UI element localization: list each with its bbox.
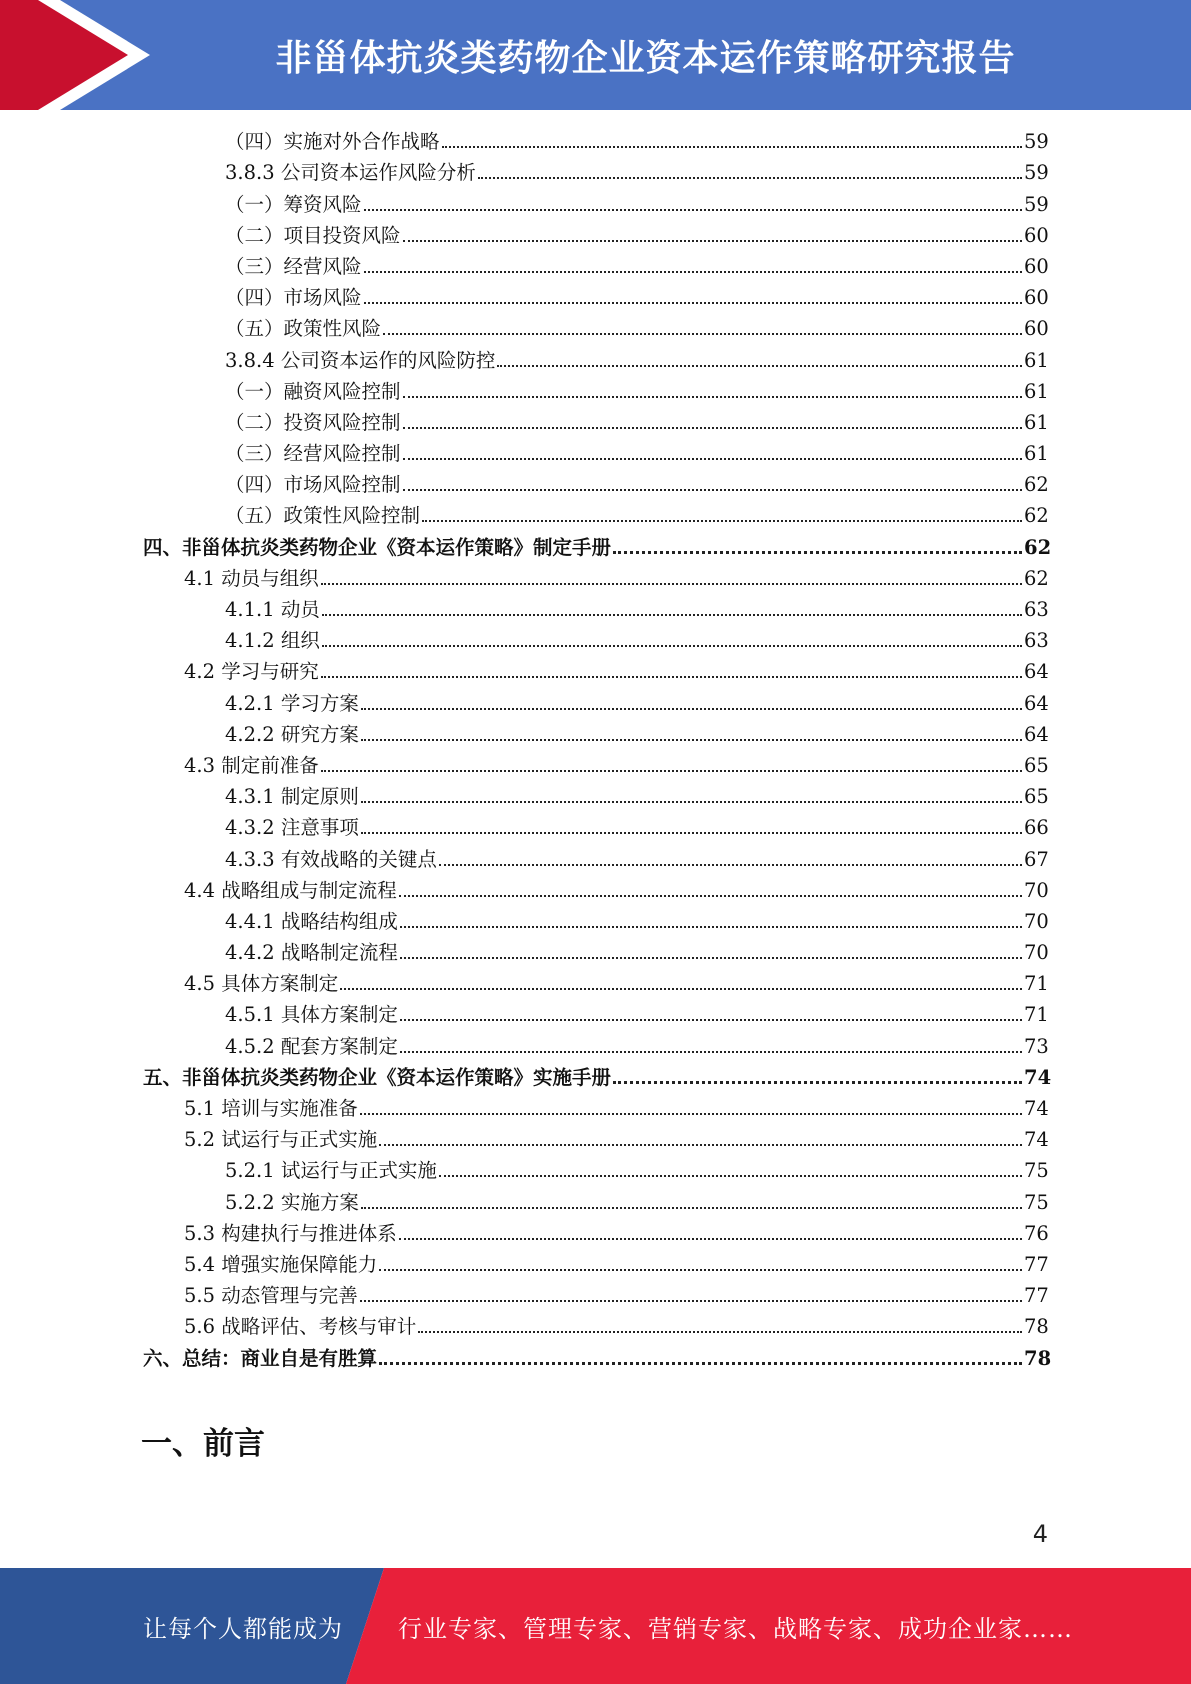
toc-entry-page: 63 bbox=[1024, 598, 1049, 621]
toc-entry-label: 4.4.1 战略结构组成 bbox=[225, 909, 398, 933]
toc-entry[interactable] bbox=[0, 969, 1191, 1000]
toc-entry[interactable] bbox=[0, 688, 1191, 719]
toc-entry[interactable] bbox=[0, 938, 1191, 969]
toc-entry[interactable] bbox=[0, 907, 1191, 938]
toc-entry-label: 5.5 动态管理与完善 bbox=[184, 1284, 358, 1308]
toc-entry[interactable] bbox=[0, 127, 1191, 158]
toc-leader-dots bbox=[361, 1207, 1022, 1209]
toc-entry[interactable] bbox=[0, 501, 1191, 532]
toc-leader-dots bbox=[364, 302, 1022, 304]
toc-leader-dots bbox=[403, 458, 1022, 460]
toc-entry-label: （一）筹资风险 bbox=[225, 192, 362, 216]
toc-entry-label: 五、非甾体抗炎类药物企业《资本运作策略》实施手册 bbox=[143, 1065, 612, 1089]
toc-entry-page: 59 bbox=[1024, 130, 1049, 154]
toc-leader-dots bbox=[613, 551, 1022, 554]
toc-leader-dots bbox=[364, 209, 1022, 211]
toc-entry[interactable] bbox=[0, 314, 1191, 345]
toc-entry[interactable] bbox=[0, 751, 1191, 782]
toc-leader-dots bbox=[399, 1238, 1022, 1240]
toc-leader-dots bbox=[400, 1051, 1022, 1053]
toc-entry-label: （三）经营风险 bbox=[225, 254, 362, 278]
toc-leader-dots bbox=[478, 177, 1022, 179]
toc-entry-page: 75 bbox=[1024, 1159, 1049, 1183]
toc-entry[interactable] bbox=[0, 657, 1191, 688]
toc-entry-label: （二）项目投资风险 bbox=[225, 223, 401, 247]
toc-entry-label: 4.2.2 研究方案 bbox=[225, 722, 359, 746]
toc-entry[interactable] bbox=[0, 252, 1191, 283]
toc-entry-page: 61 bbox=[1024, 348, 1049, 372]
toc-leader-dots bbox=[361, 801, 1022, 803]
toc-entry-label: 4.2 学习与研究 bbox=[184, 660, 319, 684]
toc-entry-label: 4.2.1 学习方案 bbox=[225, 691, 359, 715]
toc-entry[interactable] bbox=[0, 720, 1191, 751]
toc-entry-label: 4.1.2 组织 bbox=[225, 629, 320, 653]
toc-entry-page: 74 bbox=[1024, 1065, 1052, 1089]
toc-entry-label: （三）经营风险控制 bbox=[225, 442, 401, 466]
red-chevron-graphic bbox=[0, 0, 150, 110]
toc-entry-page: 63 bbox=[1024, 629, 1049, 653]
toc-entry[interactable] bbox=[0, 532, 1191, 563]
toc-entry[interactable] bbox=[0, 1187, 1191, 1218]
toc-entry-page: 59 bbox=[1024, 161, 1049, 185]
toc-leader-dots bbox=[400, 1019, 1022, 1021]
toc-entry-label: 4.1 动员与组织 bbox=[184, 566, 319, 590]
toc-entry-page: 75 bbox=[1024, 1190, 1049, 1214]
toc-entry-page: 62 bbox=[1024, 535, 1052, 559]
toc-entry[interactable] bbox=[0, 408, 1191, 439]
toc-leader-dots bbox=[439, 864, 1022, 866]
toc-leader-dots bbox=[399, 895, 1022, 897]
toc-leader-dots bbox=[403, 240, 1022, 242]
toc-entry-label: 4.4 战略组成与制定流程 bbox=[184, 878, 397, 902]
toc-leader-dots bbox=[400, 926, 1022, 928]
toc-entry[interactable] bbox=[0, 439, 1191, 470]
toc-entry-label: 六、总结：商业自是有胜算 bbox=[143, 1346, 378, 1370]
toc-entry-page: 60 bbox=[1024, 254, 1049, 278]
toc-entry-page: 60 bbox=[1024, 286, 1049, 310]
toc-entry-label: 4.3 制定前准备 bbox=[184, 753, 319, 777]
toc-entry-page: 74 bbox=[1024, 1097, 1049, 1120]
toc-leader-dots bbox=[379, 1362, 1022, 1365]
toc-entry[interactable] bbox=[0, 345, 1191, 376]
toc-entry[interactable] bbox=[0, 1125, 1191, 1156]
toc-entry[interactable] bbox=[0, 626, 1191, 657]
toc-leader-dots bbox=[322, 614, 1022, 616]
toc-entry-page: 71 bbox=[1024, 972, 1049, 996]
toc-leader-dots bbox=[497, 365, 1022, 367]
toc-entry-label: 4.3.1 制定原则 bbox=[225, 785, 359, 809]
toc-leader-dots bbox=[403, 427, 1022, 429]
toc-entry-page: 61 bbox=[1024, 442, 1049, 466]
toc-leader-dots bbox=[322, 645, 1022, 647]
toc-leader-dots bbox=[321, 583, 1022, 585]
toc-entry-page: 78 bbox=[1024, 1346, 1052, 1370]
toc-entry-page: 76 bbox=[1024, 1221, 1049, 1245]
toc-entry-label: 4.1.1 动员 bbox=[225, 598, 320, 621]
toc-entry-page: 62 bbox=[1024, 504, 1049, 528]
section-heading: 一、前言 bbox=[141, 1426, 265, 1462]
toc-entry-label: 4.5.2 配套方案制定 bbox=[225, 1034, 398, 1058]
toc-leader-dots bbox=[379, 1269, 1022, 1271]
toc-entry[interactable] bbox=[0, 595, 1191, 626]
toc-entry-label: （四）市场风险 bbox=[225, 286, 362, 310]
toc-entry-label: 四、非甾体抗炎类药物企业《资本运作策略》制定手册 bbox=[143, 535, 612, 559]
toc-entry-label: 5.2 试运行与正式实施 bbox=[184, 1128, 378, 1152]
toc-leader-dots bbox=[321, 676, 1022, 678]
toc-leader-dots bbox=[379, 1144, 1022, 1146]
toc-entry-label: （四）市场风险控制 bbox=[225, 473, 401, 497]
toc-entry[interactable] bbox=[0, 283, 1191, 314]
toc-entry-label: （二）投资风险控制 bbox=[225, 410, 401, 434]
toc-entry-page: 70 bbox=[1024, 909, 1049, 933]
toc-entry-page: 65 bbox=[1024, 785, 1049, 809]
page-number: 4 bbox=[1032, 1520, 1048, 1548]
toc-entry-label: （五）政策性风险控制 bbox=[225, 504, 421, 528]
footer-slogan-right: 行业专家、管理专家、营销专家、战略专家、成功企业家…… bbox=[398, 1614, 1073, 1643]
toc-leader-dots bbox=[321, 770, 1022, 772]
toc-entry[interactable] bbox=[0, 470, 1191, 501]
toc-entry-label: 3.8.4 公司资本运作的风险防控 bbox=[225, 348, 496, 372]
toc-leader-dots bbox=[442, 146, 1022, 148]
report-title: 非甾体抗炎类药物企业资本运作策略研究报告 bbox=[275, 37, 1016, 79]
toc-leader-dots bbox=[418, 1331, 1022, 1333]
header-banner bbox=[0, 0, 1191, 110]
toc-entry[interactable] bbox=[0, 221, 1191, 252]
toc-entry[interactable] bbox=[0, 1343, 1191, 1374]
toc-entry-label: 5.2.1 试运行与正式实施 bbox=[225, 1159, 437, 1183]
toc-leader-dots bbox=[340, 988, 1022, 990]
toc-entry[interactable] bbox=[0, 782, 1191, 813]
toc-entry-label: 4.4.2 战略制定流程 bbox=[225, 941, 398, 965]
toc-entry-page: 67 bbox=[1024, 847, 1049, 871]
toc-entry[interactable] bbox=[0, 189, 1191, 220]
toc-entry-page: 64 bbox=[1024, 691, 1049, 715]
toc-entry-page: 64 bbox=[1024, 660, 1049, 684]
toc-entry[interactable] bbox=[0, 1219, 1191, 1250]
toc-entry-label: 4.3.3 有效战略的关键点 bbox=[225, 847, 437, 871]
toc-entry-page: 60 bbox=[1024, 317, 1049, 341]
toc-entry[interactable] bbox=[0, 1281, 1191, 1312]
toc-leader-dots bbox=[400, 957, 1022, 959]
toc-entry[interactable] bbox=[0, 1000, 1191, 1031]
toc-leader-dots bbox=[613, 1081, 1022, 1084]
toc-entry[interactable] bbox=[0, 1250, 1191, 1281]
toc-entry-label: 3.8.3 公司资本运作风险分析 bbox=[225, 161, 476, 185]
toc-entry-page: 62 bbox=[1024, 473, 1049, 497]
footer-slogan-left: 让每个人都能成为 bbox=[143, 1614, 343, 1643]
toc-entry-label: 5.1 培训与实施准备 bbox=[184, 1097, 358, 1120]
toc-leader-dots bbox=[403, 489, 1022, 491]
toc-entry-page: 77 bbox=[1024, 1252, 1049, 1276]
footer-banner bbox=[0, 1568, 1191, 1684]
table-of-contents bbox=[0, 127, 1191, 1375]
toc-entry-label: 4.3.2 注意事项 bbox=[225, 816, 359, 840]
toc-entry[interactable] bbox=[0, 813, 1191, 844]
toc-entry[interactable] bbox=[0, 377, 1191, 408]
toc-entry[interactable] bbox=[0, 1063, 1191, 1094]
toc-entry-label: 5.6 战略评估、考核与审计 bbox=[184, 1315, 417, 1339]
toc-entry-label: （五）政策性风险 bbox=[225, 317, 382, 341]
toc-entry-label: 4.5 具体方案制定 bbox=[184, 972, 339, 996]
toc-entry[interactable] bbox=[0, 876, 1191, 907]
toc-entry[interactable] bbox=[0, 1094, 1191, 1125]
toc-entry-label: 5.2.2 实施方案 bbox=[225, 1190, 359, 1214]
toc-entry-label: 5.4 增强实施保障能力 bbox=[184, 1252, 378, 1276]
toc-entry-label: （四）实施对外合作战略 bbox=[225, 130, 440, 154]
toc-entry-label: （一）融资风险控制 bbox=[225, 379, 401, 403]
toc-entry[interactable] bbox=[0, 844, 1191, 875]
toc-leader-dots bbox=[361, 832, 1022, 834]
toc-leader-dots bbox=[364, 271, 1022, 273]
toc-entry-page: 62 bbox=[1024, 566, 1049, 590]
toc-entry-page: 64 bbox=[1024, 722, 1049, 746]
toc-entry-page: 65 bbox=[1024, 753, 1049, 777]
toc-leader-dots bbox=[422, 520, 1022, 522]
toc-entry-page: 59 bbox=[1024, 192, 1049, 216]
toc-entry[interactable] bbox=[0, 1031, 1191, 1062]
toc-entry-page: 60 bbox=[1024, 223, 1049, 247]
toc-entry-page: 61 bbox=[1024, 379, 1049, 403]
toc-leader-dots bbox=[361, 708, 1022, 710]
toc-leader-dots bbox=[361, 739, 1022, 741]
toc-entry-page: 70 bbox=[1024, 878, 1049, 902]
toc-entry-page: 74 bbox=[1024, 1128, 1049, 1152]
toc-entry[interactable] bbox=[0, 1312, 1191, 1343]
toc-entry-page: 70 bbox=[1024, 941, 1049, 965]
toc-leader-dots bbox=[383, 333, 1022, 335]
toc-entry[interactable] bbox=[0, 564, 1191, 595]
toc-entry-page: 77 bbox=[1024, 1284, 1049, 1308]
toc-leader-dots bbox=[439, 1175, 1022, 1177]
toc-entry-label: 4.5.1 具体方案制定 bbox=[225, 1003, 398, 1027]
toc-entry-label: 5.3 构建执行与推进体系 bbox=[184, 1221, 397, 1245]
toc-entry-page: 78 bbox=[1024, 1315, 1049, 1339]
toc-entry-page: 61 bbox=[1024, 410, 1049, 434]
toc-leader-dots bbox=[360, 1300, 1022, 1302]
toc-entry[interactable] bbox=[0, 1156, 1191, 1187]
toc-entry-page: 71 bbox=[1024, 1003, 1049, 1027]
toc-entry-page: 73 bbox=[1024, 1034, 1049, 1058]
toc-leader-dots bbox=[360, 1113, 1022, 1115]
toc-entry[interactable] bbox=[0, 158, 1191, 189]
toc-leader-dots bbox=[403, 396, 1022, 398]
toc-entry-page: 66 bbox=[1024, 816, 1049, 840]
